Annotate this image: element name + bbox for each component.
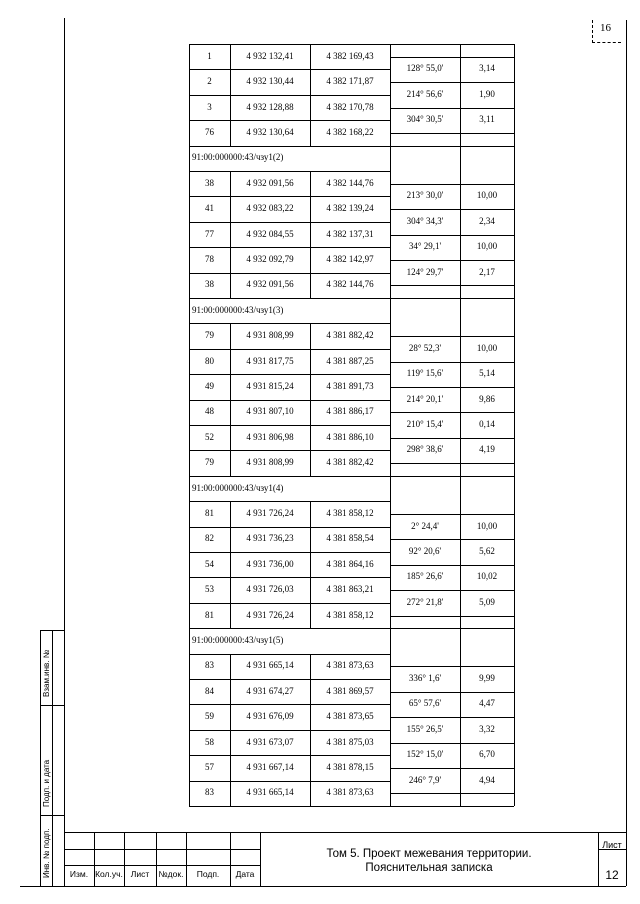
table-row-line [189, 222, 390, 223]
point-x-coordinate: 4 931 808,99 [246, 457, 294, 468]
segment-direction-angle: 213° 30,0' [406, 190, 444, 201]
point-x-coordinate: 4 931 674,27 [246, 685, 294, 696]
segment-direction-angle: 119° 15,6' [406, 368, 444, 379]
segment-row-line [390, 235, 514, 236]
segment-direction-angle: 272° 21,8' [406, 596, 444, 607]
title-block-line [598, 849, 626, 850]
point-y-coordinate: 4 382 169,43 [326, 50, 374, 61]
point-y-coordinate: 4 382 137,31 [326, 228, 374, 239]
point-number: 79 [205, 457, 214, 468]
point-number: 59 [205, 711, 214, 722]
side-label: Инв. № подп. [42, 828, 51, 878]
point-x-coordinate: 4 931 673,07 [246, 736, 294, 747]
segment-direction-angle: 65° 57,6' [408, 698, 442, 709]
table-row-line [189, 552, 390, 553]
sheet-label: Лист [602, 840, 622, 850]
segment-row-line [390, 692, 514, 693]
segment-length: 1,90 [479, 88, 495, 99]
section-header: 91:00:000000:43/чзу1(3) [192, 304, 284, 315]
point-y-coordinate: 4 381 886,17 [326, 406, 374, 417]
segment-length: 2,17 [479, 266, 495, 277]
point-y-coordinate: 4 381 863,21 [326, 584, 374, 595]
point-number: 3 [207, 101, 212, 112]
point-x-coordinate: 4 931 726,24 [246, 609, 294, 620]
table-row-line [189, 374, 390, 375]
segment-length: 0,14 [479, 419, 495, 429]
point-x-coordinate: 4 931 817,75 [246, 355, 294, 366]
section-header: 91:00:000000:43/чзу1(5) [192, 634, 284, 645]
side-label: Взам.инв. № [42, 649, 51, 697]
point-number: 79 [205, 330, 214, 341]
segment-row-line [390, 387, 514, 388]
point-number: 81 [205, 507, 214, 518]
segment-direction-angle: 298° 38,6' [406, 444, 444, 455]
table-row-line [189, 323, 390, 324]
segment-direction-angle: 128° 55,0' [406, 63, 444, 74]
table-row-line [189, 247, 390, 248]
point-x-coordinate: 4 932 128,88 [246, 101, 294, 112]
segment-row-line [390, 412, 514, 413]
frame-bottom-border [20, 886, 626, 887]
table-row-line [189, 628, 390, 629]
segment-direction-angle: 124° 29,7' [406, 266, 444, 277]
segment-length: 6,70 [479, 749, 495, 760]
table-row-line [189, 120, 390, 121]
segment-row-line [390, 628, 514, 629]
point-y-coordinate: 4 381 858,54 [326, 533, 374, 544]
point-y-coordinate: 4 381 875,03 [326, 736, 374, 747]
sheet-number: 12 [605, 868, 619, 882]
table-bottom-line [189, 806, 390, 807]
segment-row-line [390, 362, 514, 363]
table-row-line [189, 450, 390, 451]
segment-row-line [390, 57, 514, 58]
segment-row-line [390, 590, 514, 591]
segment-length: 4,19 [479, 444, 495, 455]
segment-row-line [390, 184, 514, 185]
title-block-column-header: Дата [235, 869, 255, 879]
point-y-coordinate: 4 382 139,24 [326, 203, 374, 214]
table-row-line [189, 476, 390, 477]
point-x-coordinate: 4 931 736,00 [246, 558, 294, 569]
point-x-coordinate: 4 932 130,64 [246, 126, 294, 137]
point-number: 52 [205, 431, 214, 442]
segment-length: 3,32 [479, 723, 495, 734]
point-x-coordinate: 4 931 726,24 [246, 507, 294, 518]
segment-direction-angle: 210° 15,4' [406, 419, 444, 429]
table-bottom-line-right [390, 806, 514, 807]
point-x-coordinate: 4 932 091,56 [246, 177, 294, 188]
segment-length: 9,99 [479, 673, 495, 683]
segment-row-line [390, 539, 514, 540]
table-row-line [189, 654, 390, 655]
segment-row-line [390, 793, 514, 794]
segment-row-line [390, 82, 514, 83]
table-row-line [189, 349, 390, 350]
point-x-coordinate: 4 931 665,14 [246, 660, 294, 671]
table-row-line [189, 69, 390, 70]
point-number: 83 [205, 660, 214, 671]
table-row-line [189, 730, 390, 731]
table-row-line [189, 679, 390, 680]
point-y-coordinate: 4 381 887,25 [326, 355, 374, 366]
table-row-line [189, 501, 390, 502]
point-y-coordinate: 4 381 873,65 [326, 711, 374, 722]
table-row-line [189, 425, 390, 426]
segment-row-line [390, 476, 514, 477]
title-block-column-header: Изм. [69, 869, 89, 879]
point-y-coordinate: 4 381 873,63 [326, 660, 374, 671]
point-number: 82 [205, 533, 214, 544]
point-x-coordinate: 4 931 807,10 [246, 406, 294, 417]
table-top-line [189, 44, 390, 45]
segment-direction-angle: 214° 56,6' [406, 88, 444, 99]
segment-row-line [390, 666, 514, 667]
table-border-right [514, 44, 515, 806]
point-x-coordinate: 4 932 132,41 [246, 50, 294, 61]
point-number: 38 [205, 279, 214, 290]
point-y-coordinate: 4 381 878,15 [326, 761, 374, 772]
segment-direction-angle: 28° 52,3' [408, 342, 442, 353]
segment-direction-angle: 155° 26,5' [406, 723, 444, 734]
title-block-divider [260, 832, 261, 886]
point-x-coordinate: 4 932 084,55 [246, 228, 294, 239]
point-x-coordinate: 4 931 808,99 [246, 330, 294, 341]
point-x-coordinate: 4 931 676,09 [246, 711, 294, 722]
segment-row-line [390, 209, 514, 210]
frame-left-border [64, 18, 65, 886]
point-y-coordinate: 4 382 142,97 [326, 253, 374, 264]
point-x-coordinate: 4 931 726,03 [246, 584, 294, 595]
point-number: 54 [205, 558, 214, 569]
point-x-coordinate: 4 932 092,79 [246, 253, 294, 264]
point-y-coordinate: 4 381 882,42 [326, 457, 374, 468]
side-stamp-divider [52, 630, 53, 886]
segment-row-line [390, 717, 514, 718]
segment-direction-angle: 185° 26,6' [406, 571, 444, 582]
point-number: 38 [205, 177, 214, 188]
segment-row-line [390, 146, 514, 147]
point-y-coordinate: 4 381 864,16 [326, 558, 374, 569]
point-x-coordinate: 4 931 667,14 [246, 761, 294, 772]
segment-length: 10,00 [476, 520, 498, 531]
segment-direction-angle: 34° 29,1' [408, 241, 442, 252]
title-block-top-line [64, 832, 626, 833]
point-x-coordinate: 4 932 083,22 [246, 203, 294, 214]
point-number: 58 [205, 736, 214, 747]
point-x-coordinate: 4 931 815,24 [246, 380, 294, 391]
point-number: 53 [205, 584, 214, 595]
side-label: Подп. и дата [42, 759, 51, 807]
point-number: 57 [205, 761, 214, 772]
table-row-line [189, 400, 390, 401]
segment-length: 5,14 [479, 368, 495, 379]
segment-length: 3,14 [479, 63, 495, 74]
segment-length: 5,62 [479, 546, 495, 556]
point-y-coordinate: 4 381 886,10 [326, 431, 374, 442]
title-line-1: Том 5. Проект межевания территории. [326, 848, 532, 860]
point-number: 83 [205, 787, 214, 798]
segment-row-line [390, 743, 514, 744]
point-x-coordinate: 4 931 665,14 [246, 787, 294, 798]
top-page-number: 16 [600, 22, 611, 34]
title-block-column-header: Кол.уч. [95, 869, 123, 879]
table-row-line [189, 298, 390, 299]
table-row-line [189, 755, 390, 756]
point-number: 84 [205, 685, 214, 696]
segment-row-line [390, 298, 514, 299]
point-number: 2 [207, 76, 212, 87]
point-y-coordinate: 4 381 873,63 [326, 787, 374, 798]
point-x-coordinate: 4 932 091,56 [246, 279, 294, 290]
segment-length: 10,00 [476, 190, 498, 201]
point-number: 77 [205, 228, 214, 239]
table-row-line [189, 196, 390, 197]
segment-direction-angle: 304° 34,3' [406, 215, 444, 226]
point-y-coordinate: 4 382 171,87 [326, 76, 374, 87]
point-number: 81 [205, 609, 214, 620]
segment-length: 10,02 [476, 571, 498, 582]
segment-row-line [390, 336, 514, 337]
point-number: 48 [205, 406, 214, 417]
title-block-divider [598, 832, 599, 886]
title-block-column-header: Лист [130, 869, 150, 879]
segment-length: 4,47 [479, 698, 495, 709]
segment-direction-angle: 152° 15,0' [406, 749, 444, 760]
segment-direction-angle: 336° 1,6' [408, 673, 442, 683]
segment-direction-angle: 304° 30,5' [406, 114, 444, 125]
segment-direction-angle: 246° 7,9' [408, 774, 442, 785]
point-y-coordinate: 4 382 144,76 [326, 279, 374, 290]
table-row-line [189, 146, 390, 147]
segment-length: 3,11 [479, 114, 495, 125]
point-y-coordinate: 4 382 144,76 [326, 177, 374, 188]
table-row-line [189, 781, 390, 782]
point-number: 76 [205, 126, 214, 137]
point-number: 49 [205, 380, 214, 391]
segment-length: 2,34 [479, 215, 495, 226]
segment-length: 4,94 [479, 774, 495, 785]
segment-row-line [390, 514, 514, 515]
segment-row-line [390, 565, 514, 566]
segment-row-line [390, 133, 514, 134]
table-row-line [189, 577, 390, 578]
title-block-column-header: №док. [158, 869, 184, 879]
point-y-coordinate: 4 381 858,12 [326, 609, 374, 620]
point-x-coordinate: 4 932 130,44 [246, 76, 294, 87]
point-number: 41 [205, 203, 214, 214]
table-row-line [189, 527, 390, 528]
table-row-line [189, 273, 390, 274]
title-line-2: Пояснительная записка [365, 862, 493, 874]
side-stamp-left-border [40, 630, 41, 886]
table-row-line [189, 95, 390, 96]
point-y-coordinate: 4 381 858,12 [326, 507, 374, 518]
section-header: 91:00:000000:43/чзу1(2) [192, 152, 284, 163]
table-row-line [189, 603, 390, 604]
segment-row-line [390, 768, 514, 769]
segment-row-line [390, 463, 514, 464]
segment-direction-angle: 214° 20,1' [406, 393, 444, 404]
segment-direction-angle: 92° 20,6' [408, 546, 442, 556]
table-top-line-right [390, 44, 514, 45]
segment-length: 10,00 [476, 241, 498, 252]
point-x-coordinate: 4 931 736,23 [246, 533, 294, 544]
frame-right-border [626, 20, 627, 886]
segment-direction-angle: 2° 24,4' [411, 520, 439, 531]
table-row-line [189, 171, 390, 172]
segment-length: 5,09 [479, 596, 495, 607]
table-row-line [189, 704, 390, 705]
point-number: 78 [205, 253, 214, 264]
point-x-coordinate: 4 931 806,98 [246, 431, 294, 442]
point-y-coordinate: 4 382 168,22 [326, 126, 374, 137]
point-y-coordinate: 4 381 891,73 [326, 380, 374, 391]
section-header: 91:00:000000:43/чзу1(4) [192, 482, 284, 493]
point-y-coordinate: 4 381 869,57 [326, 685, 374, 696]
segment-row-line [390, 108, 514, 109]
title-block-column-header: Подп. [196, 869, 220, 879]
segment-row-line [390, 285, 514, 286]
segment-length: 9,86 [479, 393, 495, 404]
segment-row-line [390, 616, 514, 617]
point-y-coordinate: 4 382 170,78 [326, 101, 374, 112]
point-number: 80 [205, 355, 214, 366]
segment-row-line [390, 438, 514, 439]
point-y-coordinate: 4 381 882,42 [326, 330, 374, 341]
segment-row-line [390, 260, 514, 261]
point-number: 1 [207, 50, 212, 61]
segment-length: 10,00 [476, 342, 498, 353]
